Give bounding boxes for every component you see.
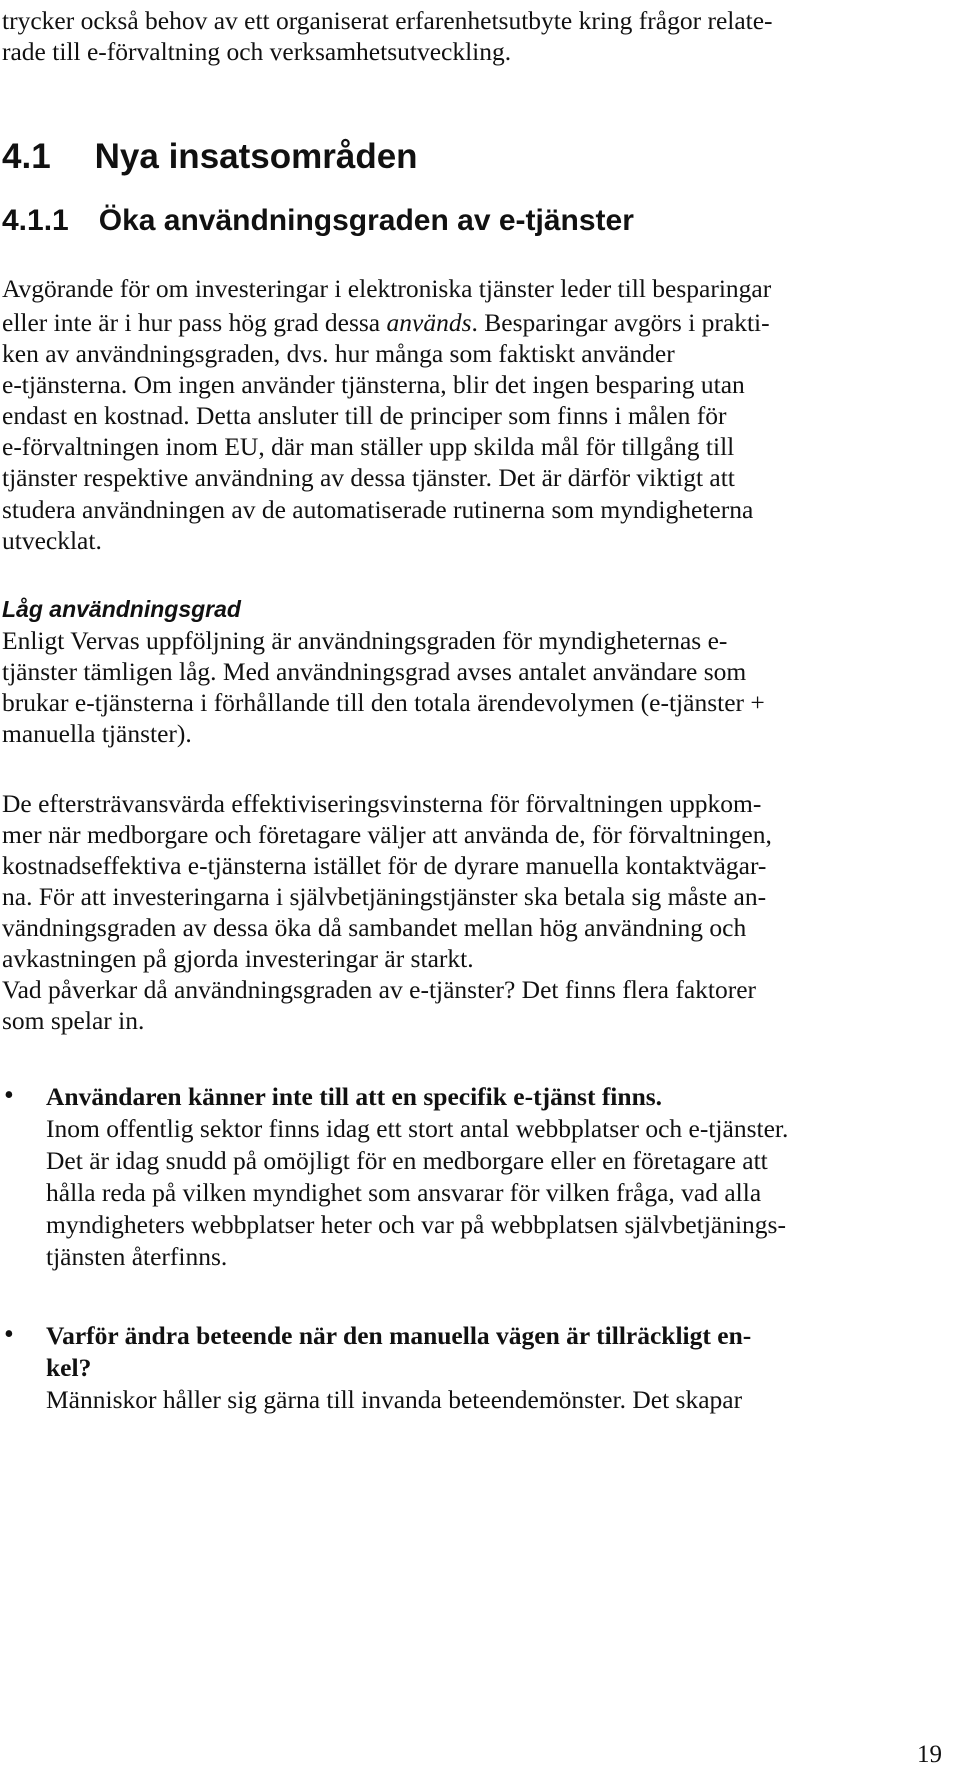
para2-line-4: na. För att investeringarna i självbetjäningstjänster ska betala sig måste an- xyxy=(2,882,767,911)
low-usage-line-4: manuella tjänster). xyxy=(2,719,192,748)
subsection-heading xyxy=(2,206,634,236)
section-heading xyxy=(2,139,418,174)
para1-line-2-text-end: . Besparingar avgörs i prakti- xyxy=(471,308,770,337)
low-usage-line-3: brukar e-tjänsterna i förhållande till den totala ärendevolymen (e-tjänster + xyxy=(2,688,765,717)
bullet-1-line-4: myndigheters webbplatser heter och var på webbplatsen självbetjänings- xyxy=(46,1210,786,1239)
section-title: Nya insatsområden xyxy=(94,137,418,176)
para1-line-2-text: eller inte är i hur pass hög grad dessa xyxy=(2,308,387,337)
para2-line-5: vändningsgraden av dessa öka då sambandet mellan hög användning och xyxy=(2,913,747,942)
para1-line-4: e-tjänsterna. Om ingen använder tjänsterna, blir det ingen besparing utan xyxy=(2,370,745,399)
para2-line-3: kostnadseffektiva e-tjänsterna istället för de dyrare manuella kontaktvägar- xyxy=(2,851,767,880)
subsection-title: Öka användningsgraden av e-tjänster xyxy=(98,204,634,237)
section-number: 4.1 xyxy=(2,137,51,176)
bullet-1-title: Användaren känner inte till att en specifik e-tjänst finns. xyxy=(46,1082,663,1111)
bullet-1-line-2: Det är idag snudd på omöjligt för en medborgare eller en företagare att xyxy=(46,1146,768,1175)
para1-line-9: utvecklat. xyxy=(2,526,102,555)
intro-line-1: trycker också behov av ett organiserat erfarenhetsutbyte kring frågor relate- xyxy=(2,6,773,35)
bullet-marker: • xyxy=(4,1319,14,1350)
para2-line-2: mer när medborgare och företagare väljer att använda de, för förvaltningen, xyxy=(2,820,772,849)
para1-line-5: endast en kostnad. Detta ansluter till de principer som finns i målen för xyxy=(2,401,727,430)
intro-line-2: rade till e-förvaltning och verksamhetsutveckling. xyxy=(2,37,512,66)
para1-line-2 xyxy=(2,310,770,336)
para1-line-7: tjänster respektive användning av dessa tjänster. Det är därför viktigt att xyxy=(2,463,735,492)
bullet-marker: • xyxy=(4,1080,14,1111)
para2-line-6: avkastningen på gjorda investeringar är starkt. xyxy=(2,944,474,973)
bullet-1-line-5: tjänsten återfinns. xyxy=(46,1242,228,1271)
para1-line-8: studera användningen av de automatiserade rutinerna som myndigheterna xyxy=(2,495,754,524)
emphasis-text: används xyxy=(386,308,472,337)
low-usage-line-2: tjänster tämligen låg. Med användningsgrad avses antalet användare som xyxy=(2,657,747,686)
para2-line-1: De eftersträvansvärda effektiviseringsvinsterna för förvaltningen uppkom- xyxy=(2,789,762,818)
para2-line-8: som spelar in. xyxy=(2,1006,145,1035)
bullet-1-line-3: hålla reda på vilken myndighet som ansvarar för vilken fråga, vad alla xyxy=(46,1178,762,1207)
subsection-number: 4.1.1 xyxy=(2,204,69,237)
low-usage-heading: Låg användningsgrad xyxy=(2,596,241,622)
bullet-2-title-line-2: kel? xyxy=(46,1353,92,1382)
para2-line-7: Vad påverkar då användningsgraden av e-tjänster? Det finns flera faktorer xyxy=(2,975,757,1004)
para1-line-3: ken av användningsgraden, dvs. hur många som faktiskt använder xyxy=(2,339,675,368)
bullet-2-title-line-1: Varför ändra beteende när den manuella vägen är tillräckligt en- xyxy=(46,1321,752,1350)
low-usage-line-1: Enligt Vervas uppföljning är användningsgraden för myndigheternas e- xyxy=(2,626,728,655)
para1-line-1: Avgörande för om investeringar i elektroniska tjänster leder till besparingar xyxy=(2,274,772,303)
bullet-2-line-1: Människor håller sig gärna till invanda beteendemönster. Det skapar xyxy=(46,1385,743,1414)
bullet-1-line-1: Inom offentlig sektor finns idag ett stort antal webbplatser och e-tjänster. xyxy=(46,1114,789,1143)
para1-line-6: e-förvaltningen inom EU, där man ställer upp skilda mål för tillgång till xyxy=(2,432,735,461)
page-number: 19 xyxy=(917,1741,942,1768)
